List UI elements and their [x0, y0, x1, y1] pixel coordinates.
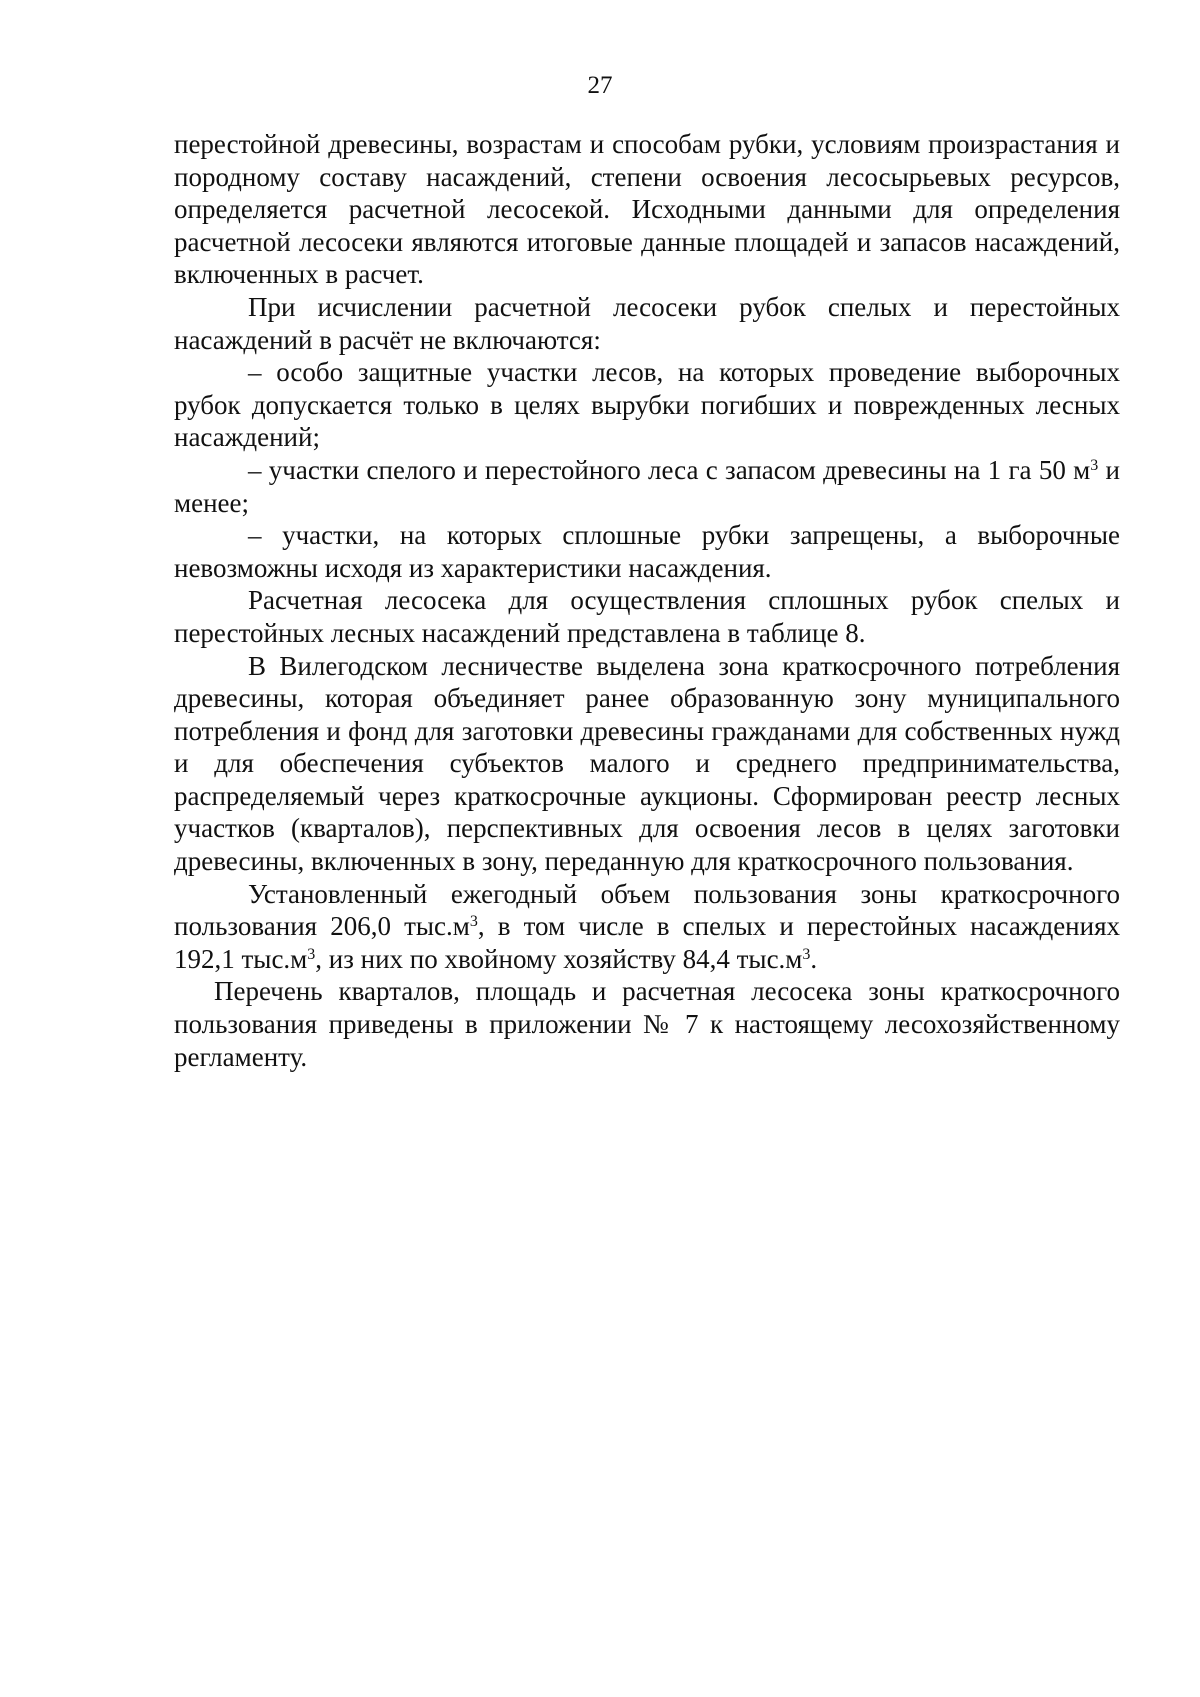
paragraph-appendix-reference: Перечень кварталов, площадь и расчетная лесосека зоны краткосрочного пользования приведены в приложении № 7 к настоящему лесохозяйственному регламенту. — [174, 976, 1120, 1072]
page-number: 27 — [587, 72, 613, 99]
document-body — [174, 128, 1120, 1073]
list-item-text: и менее; — [174, 454, 1121, 518]
superscript: 3 — [307, 945, 316, 963]
paragraph-text: , в том числе в спелых и перестойных насаждениях 192,1 тыс.м — [174, 911, 1120, 974]
superscript: 3 — [802, 945, 811, 963]
paragraph-text: , из них по хвойному хозяйству 84,4 тыс.м — [315, 943, 803, 974]
paragraph-exclusions-intro: При исчислении расчетной лесосеки рубок спелых и перестойных насаждений в расчёт не включаются: — [174, 291, 1120, 355]
paragraph-annual-volume — [174, 878, 1120, 976]
list-item-text: – участки спелого и перестойного леса с запасом древесины на 1 га 50 м — [248, 454, 1091, 485]
paragraph-short-term-zone: В Вилегодском лесничестве выделена зона краткосрочного потребления древесины, которая объединяет ранее образованную зону муниципального потребления и фонд для заготовки древесины гражданами для собственных нужд и для обеспечения субъектов малого и среднего предпринимательства, распределяемый через краткосрочные аукционы. Сформирован реестр лесных участков (кварталов), перспективных для освоения лесов в целях заготовки древесины, включенных в зону, переданную для краткосрочного пользования. — [174, 650, 1120, 877]
list-item-low-stock-areas — [174, 454, 1120, 519]
list-item-protected-areas: – особо защитные участки лесов, на которых проведение выборочных рубок допускается только в целях вырубки погибших и поврежденных лесных насаждений; — [174, 357, 1120, 453]
paragraph-text: Установленный ежегодный объем пользования зоны краткосрочного пользования 206,0 тыс.м — [174, 878, 1120, 942]
paragraph-continuation: перестойной древесины, возрастам и способам рубки, условиям произрастания и породному составу насаждений, степени освоения лесосырьевых ресурсов, определяется расчетной лесосекой. Исходными данными для определения расчетной лесосеки являются итоговые данные площадей и запасов насаждений, включенных в расчет. — [174, 129, 1120, 290]
superscript: 3 — [1090, 456, 1099, 474]
paragraph-table-reference: Расчетная лесосека для осуществления сплошных рубок спелых и перестойных лесных насаждений представлена в таблице 8. — [174, 585, 1120, 648]
paragraph-text: . — [810, 943, 818, 974]
list-item-prohibited-areas: – участки, на которых сплошные рубки запрещены, а выборочные невозможны исходя из характеристики насаждения. — [174, 520, 1120, 583]
superscript: 3 — [469, 913, 478, 931]
